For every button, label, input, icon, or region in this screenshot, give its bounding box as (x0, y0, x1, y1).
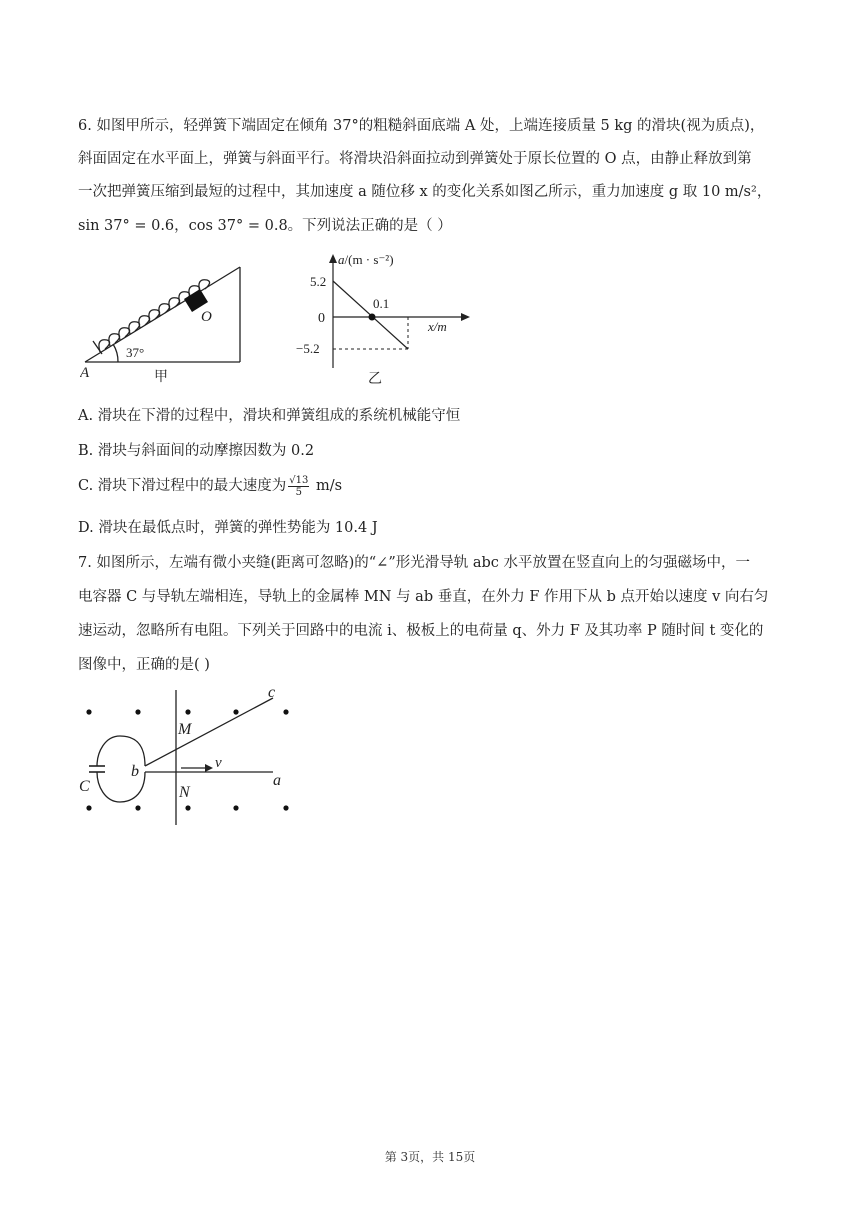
rail-circuit-figure (75, 684, 305, 829)
q6-line-2: 斜面固定在水平面上，弹簧与斜面平行。将滑块沿斜面拉动到弹簧处于原长位置的 O 点，由静止释放到第 (78, 151, 752, 167)
x-axis-arrow (461, 313, 470, 321)
y-axis-arrow (329, 254, 337, 263)
option-c-text: C. 滑块下滑过程中的最大速度为 (78, 478, 287, 494)
label-c: c (268, 684, 276, 701)
label-v: v (215, 755, 222, 771)
q7-line-4: 图像中，正确的是( ) (78, 657, 210, 673)
acceleration-displacement-graph (280, 250, 480, 390)
option-c-fraction: $\frac{√13}{5}$ (289, 474, 309, 498)
angle-label: 37° (126, 345, 145, 360)
option-c-unit: m/s (311, 478, 343, 494)
q7-line-2: 电容器 C 与导轨左端相连，导轨上的金属棒 MN 与 ab 垂直，在外力 F 作用下从 b 点开始以速度 v 向右匀 (78, 589, 769, 605)
point-label: 0.1 (373, 296, 390, 311)
label-A: A (80, 365, 90, 381)
page-footer: 第 3页，共 15页 (384, 1150, 476, 1164)
zero-crossing-point (369, 314, 376, 321)
caption-jia: 甲 (154, 370, 168, 385)
q6-line-4: sin 37° = 0.6，cos 37° = 0.8。下列说法正确的是（ ） (78, 218, 452, 234)
label-C: C (79, 778, 90, 795)
label-O: O (201, 309, 212, 325)
q7-line-1: 7. 如图所示，左端有微小夹缝(距离可忽略)的“∠”形光滑导轨 abc 水平放置在竖直向上的匀强磁场中，一 (78, 555, 750, 571)
incline-spring-figure (80, 255, 250, 385)
x-axis-label: x/m (428, 319, 447, 334)
option-d[interactable]: D. 滑块在最低点时，弹簧的弹性势能为 10.4 J (78, 520, 378, 536)
label-N: N (179, 784, 190, 801)
caption-yi: 乙 (368, 372, 382, 387)
y-axis-label: a/(m · s⁻²) (338, 252, 394, 267)
option-a[interactable]: A. 滑块在下滑的过程中，滑块和弹簧组成的系统机械能守恒 (78, 408, 461, 424)
q6-line-1: 6. 如图甲所示，轻弹簧下端固定在倾角 37°的粗糙斜面底端 A 处，上端连接质量 5 kg 的滑块(视为质点)， (78, 118, 765, 134)
tick-top: 5.2 (310, 274, 327, 289)
label-M: M (178, 721, 192, 738)
option-b[interactable]: B. 滑块与斜面间的动摩擦因数为 0.2 (78, 443, 315, 459)
label-a: a (273, 772, 281, 789)
option-c[interactable] (78, 474, 342, 498)
label-b: b (131, 763, 139, 780)
q7-line-3: 速运动，忽略所有电阻。下列关于回路中的电流 i、极板上的电荷量 q、外力 F 及其功率 P 随时间 t 变化的 (78, 623, 764, 639)
tick-zero: 0 (318, 311, 325, 326)
velocity-arrow (205, 764, 213, 772)
tick-bottom: −5.2 (296, 341, 320, 356)
q6-line-3: 一次把弹簧压缩到最短的过程中，其加速度 a 随位移 x 的变化关系如图乙所示，重力加速度 g 取 10 m/s²， (78, 184, 772, 200)
capacitor-symbol (89, 766, 105, 772)
